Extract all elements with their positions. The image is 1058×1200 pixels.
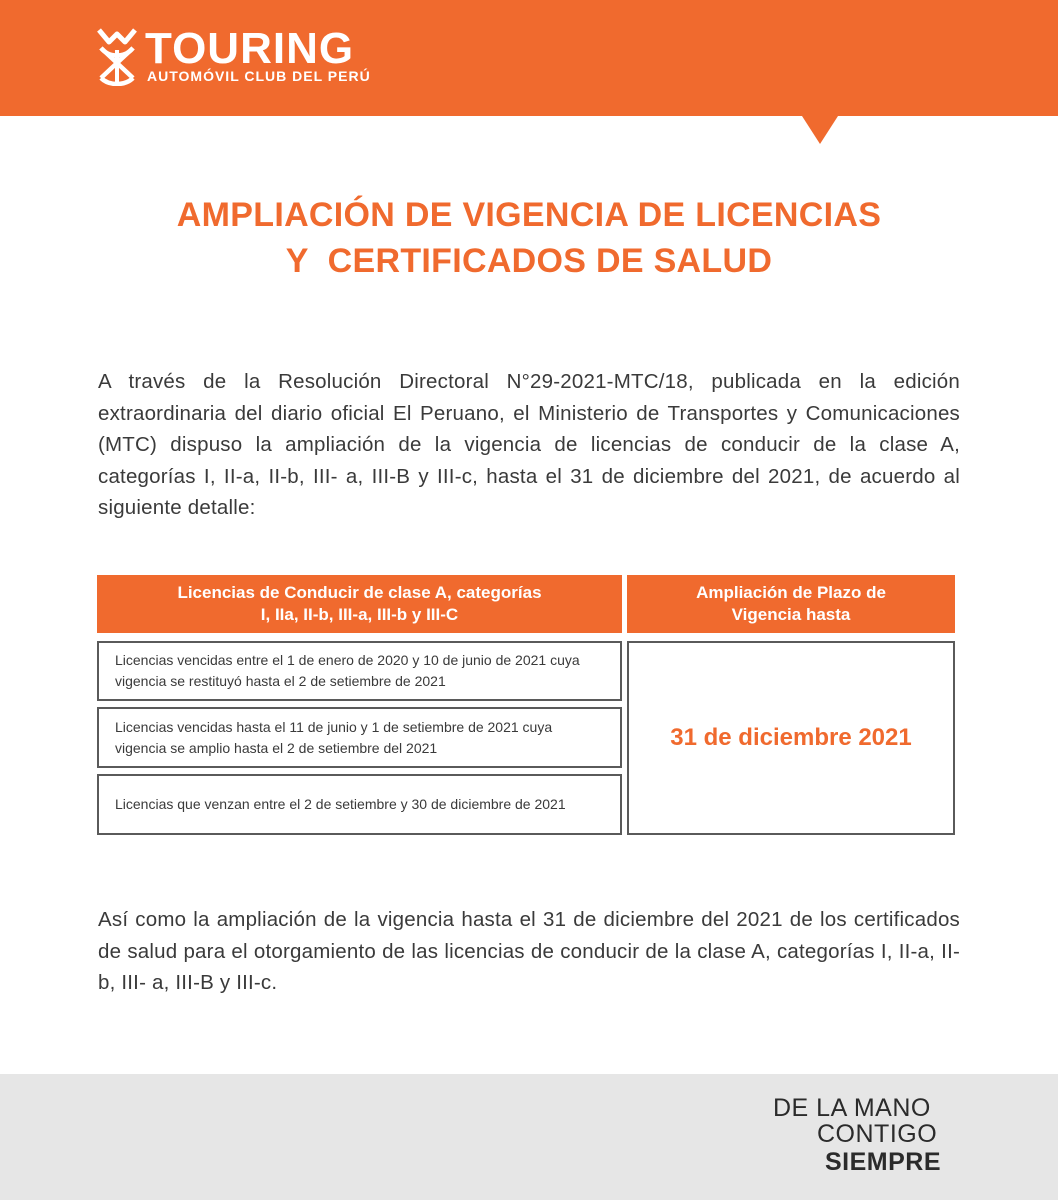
title-line-1: AMPLIACIÓN DE VIGENCIA DE LICENCIAS	[176, 196, 882, 234]
header-bar	[0, 0, 1058, 116]
title-line-2: Y CERTIFICADOS DE SALUD	[285, 242, 773, 280]
deadline-value: 31 de diciembre 2021	[670, 724, 912, 751]
table-row-text: Licencias que venzan entre el 2 de setiembre y 30 de diciembre de 2021	[115, 796, 566, 812]
slogan-line-1: DE LA MANO	[773, 1094, 931, 1122]
slogan-line-2: CONTIGO	[817, 1120, 938, 1148]
brand-name: TOURING	[145, 24, 355, 73]
intro-paragraph: A través de la Resolución Directoral N°29-2021-MTC/18, publicada en la edición extraordinaria del diario oficial El Peruano, el Ministerio de Transportes y Comunicaciones (MTC) dispuso la ampliación de la vigencia de licencias de conducir de la clase A, categorías I, II-a, II-b, III- a, III-B y III-c, hasta el 31 de diciembre del 2021, de acuerdo al siguiente detalle:	[98, 370, 960, 519]
slogan-line-3: SIEMPRE	[825, 1148, 942, 1176]
deadline-cell	[627, 641, 955, 835]
table-row	[97, 774, 622, 835]
table-header-licenses-line-2: I, IIa, II-b, III-a, III-b y III-C	[260, 605, 459, 624]
table-header-licenses	[97, 575, 622, 633]
table-header-licenses-line-1: Licencias de Conducir de clase A, categorías	[177, 583, 542, 602]
table-row-text: Licencias vencidas hasta el 11 de junio y 1 de setiembre de 2021 cuya vigencia se amplio hasta el 2 de setiembre del 2021	[115, 718, 553, 756]
table-header-extension	[627, 575, 955, 633]
closing-paragraph: Así como la ampliación de la vigencia hasta el 31 de diciembre del 2021 de los certificados de salud para el otorgamiento de las licencias de conducir de la clase A, categorías I, II-a, II-b, III- a, III-B y III-c.	[98, 908, 960, 994]
table-row-text: Licencias vencidas entre el 1 de enero de 2020 y 10 de junio de 2021 cuya vigencia se restituyó hasta el 2 de setiembre de 2021	[115, 652, 580, 689]
brand-subtitle: AUTOMÓVIL CLUB DEL PERÚ	[147, 68, 371, 84]
table-header-extension-line-2: Vigencia hasta	[731, 605, 851, 624]
table-row	[97, 707, 622, 768]
table-header-extension-line-1: Ampliación de Plazo de	[696, 583, 886, 602]
touring-emblem-icon	[95, 28, 139, 86]
slogan	[773, 1094, 963, 1180]
touring-logo[interactable]	[95, 24, 385, 88]
page-title	[0, 192, 1058, 284]
table-row	[97, 641, 622, 701]
header-notch	[802, 116, 838, 144]
